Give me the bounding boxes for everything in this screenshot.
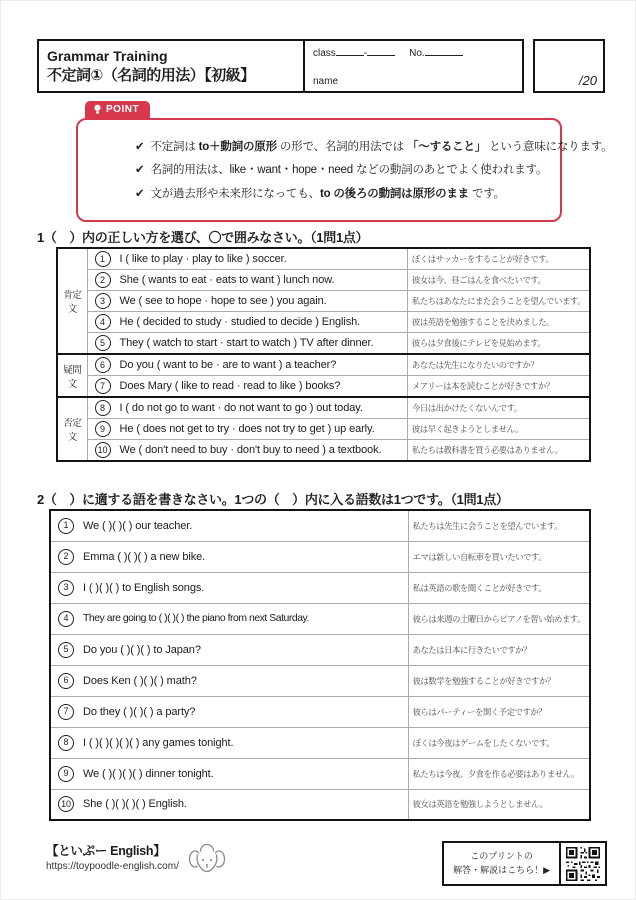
table-row	[57, 354, 590, 376]
q1-sentence-4[interactable]	[87, 312, 407, 333]
check-icon: ✔	[135, 187, 145, 200]
q1-sentence-8[interactable]	[87, 397, 407, 419]
translation-text: 彼らは夕食後にテレビを見始めます。	[407, 333, 590, 355]
table-row	[50, 789, 590, 820]
point-line-2	[135, 162, 550, 179]
sentence-text: We ( don't need to buy · don't buy to need ) a textbook.	[119, 444, 382, 456]
check-icon: ✔	[135, 164, 145, 177]
item-number: 5	[95, 335, 111, 351]
sentence-text: He ( decided to study · studied to decide ) English.	[119, 316, 361, 328]
fill-blank-sentence[interactable]: Emma ( )( )( ) a new bike.	[83, 550, 206, 563]
question2-heading: 2（ ）に適する語を書きなさい。1つの（ ）内に入る語数は1つです。（1問1点）	[37, 492, 509, 507]
answer-link-box[interactable]	[442, 841, 607, 886]
q1-sentence-7[interactable]	[87, 376, 407, 398]
question1-table	[56, 247, 591, 462]
item-number: 10	[95, 442, 111, 458]
item-number: 10	[58, 796, 74, 812]
item-number: 2	[58, 549, 74, 565]
point-text: の形で、名詞的用法では	[276, 141, 407, 153]
header	[37, 39, 605, 93]
point-text: です。	[469, 187, 505, 200]
table-row	[50, 510, 590, 541]
answer-line-2: 解答・解説はこちら！▶	[453, 864, 550, 875]
item-number: 9	[58, 766, 74, 782]
q1-sentence-2[interactable]	[87, 270, 407, 291]
fill-blank-sentence[interactable]: She ( )( )( )( ) English.	[83, 798, 187, 811]
table-row	[50, 541, 590, 572]
sentence-text: Do you ( want to be · are to want ) a teacher?	[119, 359, 337, 371]
fill-blank-sentence[interactable]: Do you ( )( )( ) to Japan?	[83, 643, 201, 656]
translation-text: 彼らはパーティーを開く予定ですか？	[408, 696, 590, 727]
item-number: 4	[58, 611, 74, 627]
question2-table	[49, 509, 591, 821]
translation-text: 私たちはあなたにまた会うことを望んでいます。	[407, 291, 590, 312]
translation-text: ぼくはサッカーをすることが好きです。	[407, 248, 590, 270]
item-number: 7	[95, 378, 111, 394]
translation-text: 彼は早く起きようとしません。	[407, 419, 590, 440]
table-row	[57, 312, 590, 333]
item-number: 9	[95, 421, 111, 437]
translation-text: 彼女は英語を勉強しようとしません。	[408, 789, 590, 820]
translation-text: 彼は英語を勉強することを決めました。	[407, 312, 590, 333]
worksheet-series-title: Grammar Training	[47, 48, 168, 64]
point-bold: to の後ろの動詞は原形のまま	[319, 187, 469, 200]
table-row	[57, 291, 590, 312]
point-tab-label: POINT	[106, 104, 140, 115]
table-row	[57, 376, 590, 398]
point-bold: to＋動詞の原形	[198, 141, 277, 153]
footer	[46, 841, 607, 886]
translation-text: 彼は数学を勉強することが好きですか？	[408, 665, 590, 696]
fill-blank-sentence[interactable]: Does Ken ( )( )( ) math?	[83, 674, 197, 687]
brand-url[interactable]: https://toypoodle-english.com/	[46, 861, 179, 872]
class-no-line	[313, 46, 514, 59]
fill-blank-sentence[interactable]: We ( )( )( )( ) dinner tonight.	[83, 767, 214, 780]
table-row	[57, 270, 590, 291]
translation-text: あなたは先生になりたいのですか？	[407, 354, 590, 376]
brand-name: 【といぷー English】	[46, 844, 166, 858]
sentence-text: They ( watch to start · start to watch ) TV after dinner.	[119, 337, 374, 349]
point-bold: 「～すること」	[406, 141, 487, 153]
sentence-text: He ( does not get to try · does not try to get ) up early.	[119, 423, 375, 435]
lightbulb-icon	[93, 104, 102, 115]
table-row	[57, 419, 590, 440]
q1-sentence-6[interactable]	[87, 354, 407, 376]
point-tab	[85, 101, 150, 118]
translation-text: エマは新しい自転車を買いたいです。	[408, 541, 590, 572]
q2-sentence-9[interactable]	[50, 758, 408, 789]
point-text: 不定詞は	[150, 141, 199, 153]
item-number: 3	[58, 580, 74, 596]
no-label: No.	[409, 48, 425, 59]
q1-sentence-10[interactable]	[87, 440, 407, 462]
table-row	[57, 333, 590, 355]
fill-blank-sentence[interactable]: I ( )( )( )( )( ) any games tonight.	[83, 736, 234, 749]
score-denominator: /20	[578, 73, 597, 88]
table-row	[50, 758, 590, 789]
fill-blank-sentence[interactable]: We ( )( )( ) our teacher.	[83, 519, 193, 532]
category-negative: 否定文	[57, 397, 87, 461]
no-blank[interactable]	[425, 46, 463, 56]
title-and-info-box	[37, 39, 524, 93]
q2-sentence-6[interactable]	[50, 665, 408, 696]
translation-text: ぼくは今夜はゲームをしたくないです。	[408, 727, 590, 758]
table-row	[57, 397, 590, 419]
item-number: 1	[58, 518, 74, 534]
worksheet-topic-title: 不定詞①（名詞的用法）【初級】	[47, 66, 255, 84]
q2-sentence-10[interactable]	[50, 789, 408, 820]
point-line-3	[135, 186, 550, 203]
q2-sentence-2[interactable]	[50, 541, 408, 572]
brand-block	[46, 841, 229, 879]
item-number: 8	[58, 735, 74, 751]
translation-text: あなたは日本に行きたいですか？	[408, 634, 590, 665]
class-label: class	[313, 48, 336, 59]
translation-text: 彼らは来週の土曜日からピアノを習い始めます。	[408, 603, 590, 634]
category-affirmative: 肯定文	[57, 248, 87, 354]
check-icon: ✔	[135, 141, 145, 153]
q2-sentence-3[interactable]	[50, 572, 408, 603]
translation-text: 今日は出かけたくないんです。	[407, 397, 590, 419]
sentence-text: She ( wants to eat · eats to want ) lunch now.	[119, 274, 335, 286]
question1-heading: 1（ ）内の正しい方を選び、〇で囲みなさい。（1問1点）	[37, 230, 369, 245]
table-row	[50, 696, 590, 727]
translation-text: 私たちは今夜、夕食を作る必要はありません。	[408, 758, 590, 789]
point-text: 文が過去形や未来形になっても、	[150, 187, 320, 200]
point-text: 名詞的用法は、like・want・hope・need などの動詞のあとでよく使われます。	[150, 164, 548, 177]
q2-sentence-1[interactable]	[50, 510, 408, 541]
point-text: という意味になります。	[486, 141, 613, 153]
fill-blank-sentence[interactable]: Do they ( )( )( ) a party?	[83, 705, 196, 718]
q1-sentence-3[interactable]	[87, 291, 407, 312]
translation-text: 彼女は今、昼ごはんを食べたいです。	[407, 270, 590, 291]
class-dash: -	[363, 48, 368, 59]
item-number: 1	[95, 251, 111, 267]
item-number: 6	[58, 673, 74, 689]
item-number: 2	[95, 272, 111, 288]
item-number: 5	[58, 642, 74, 658]
point-section	[76, 99, 613, 222]
item-number: 3	[95, 293, 111, 309]
sentence-text: I ( do not go to want · do not want to go ) out today.	[119, 402, 363, 414]
table-row	[50, 665, 590, 696]
q2-sentence-7[interactable]	[50, 696, 408, 727]
table-row	[50, 572, 590, 603]
translation-text: 私は英語の歌を聞くことが好きです。	[408, 572, 590, 603]
student-info-box	[303, 41, 522, 91]
title-box	[39, 41, 303, 91]
item-number: 4	[95, 314, 111, 330]
fill-blank-sentence[interactable]: I ( )( )( ) to English songs.	[83, 581, 205, 594]
table-row	[57, 440, 590, 462]
table-row	[57, 248, 590, 270]
name-line	[313, 76, 514, 87]
q2-sentence-4[interactable]	[50, 603, 408, 634]
q2-sentence-8[interactable]	[50, 727, 408, 758]
q1-sentence-5[interactable]	[87, 333, 407, 355]
q2-sentence-5[interactable]	[50, 634, 408, 665]
table-row	[50, 603, 590, 634]
q1-sentence-9[interactable]	[87, 419, 407, 440]
qr-code	[561, 843, 605, 884]
item-number: 7	[58, 704, 74, 720]
poodle-icon	[185, 841, 229, 879]
name-label: name	[313, 76, 339, 87]
item-number: 6	[95, 357, 111, 373]
class-blank[interactable]	[336, 46, 364, 56]
point-line-1	[135, 139, 613, 156]
table-row	[50, 727, 590, 758]
class-blank-2[interactable]	[367, 46, 395, 56]
q1-sentence-1[interactable]	[87, 248, 407, 270]
sentence-text: I ( like to play · play to like ) soccer.	[119, 253, 287, 265]
answer-link-text	[444, 843, 561, 884]
translation-text: 私たちは先生に会うことを望んでいます。	[408, 510, 590, 541]
score-box[interactable]	[533, 39, 605, 93]
table-row	[50, 634, 590, 665]
sentence-text: Does Mary ( like to read · read to like ) books?	[119, 380, 341, 392]
translation-text: 私たちは教科書を買う必要はありません。	[407, 440, 590, 462]
answer-line-1: このプリントの	[470, 851, 533, 861]
category-interrogative: 疑問文	[57, 354, 87, 397]
fill-blank-sentence[interactable]: They are going to ( )( )( ) the piano from next Saturday.	[83, 613, 309, 624]
sentence-text: We ( see to hope · hope to see ) you again.	[119, 295, 327, 307]
point-box	[76, 118, 613, 222]
translation-text: メアリーは本を読むことが好きですか？	[407, 376, 590, 398]
item-number: 8	[95, 400, 111, 416]
